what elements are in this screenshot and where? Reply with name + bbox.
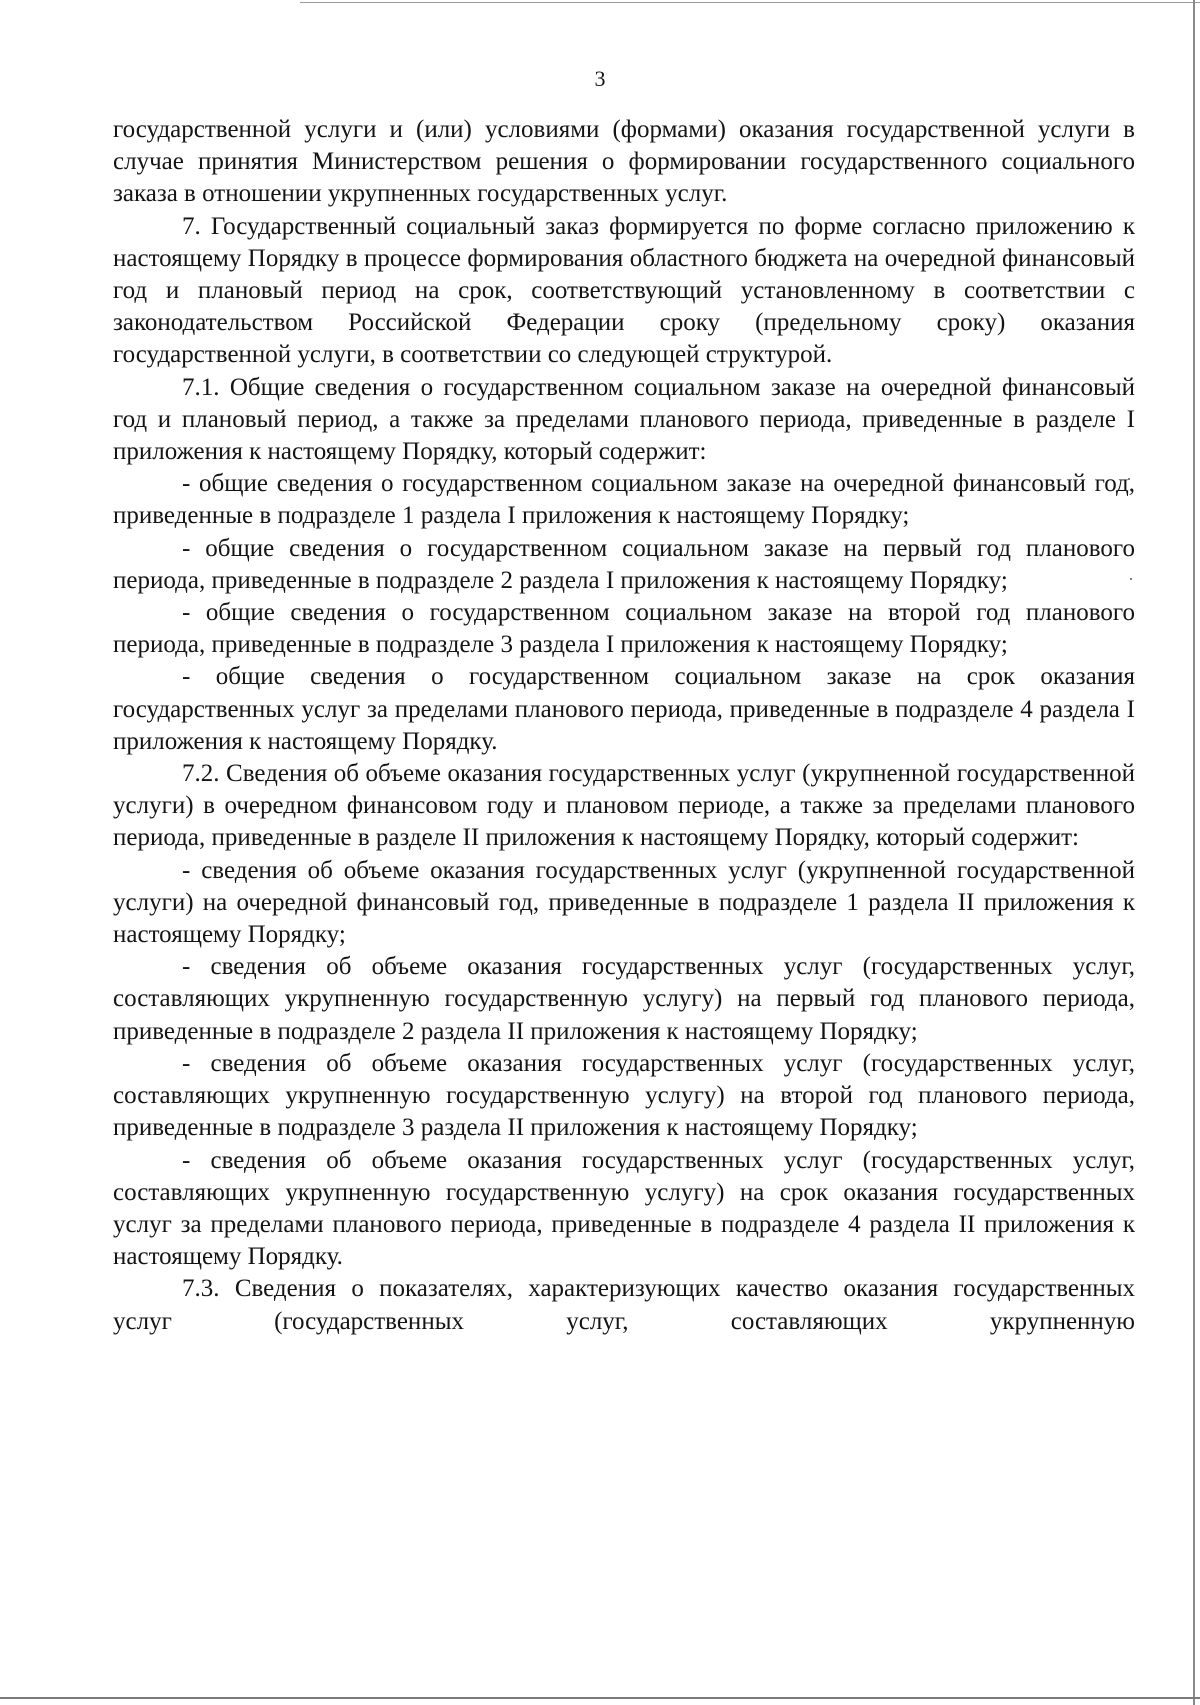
paragraph: 7.1. Общие сведения о государственном социальном заказе на очередной финансовый год и плановый период, а также за пределами планового периода, приведенные в разделе I приложения к настоящему Порядку, который содержит: (113, 373, 1135, 466)
paragraph: - общие сведения о государственном социальном заказе на первый год планового периода, приведенные в подразделе 2 раздела I приложения к настоящему Порядку; (113, 534, 1135, 594)
paragraph: - сведения об объеме оказания государственных услуг (государственных услуг, составляющих укрупненную государственную услугу) на второй год планового периода, приведенные в подразделе 3 раздела II приложения к настоящему Порядку; (113, 1049, 1135, 1142)
paragraph: - сведения об объеме оказания государственных услуг (государственных услуг, составляющих укрупненную государственную услугу) на первый год планового периода, приведенные в подразделе 2 раздела II приложения к настоящему Порядку; (113, 953, 1135, 1045)
scan-right-edge-line (1193, 0, 1195, 1705)
paragraph: 7. Государственный социальный заказ формируется по форме согласно приложению к настоящему Порядку в процессе формирования областного бюджета на очередной финансовый год и плановый период на срок, соответствующий установленному в соответствии с законодательством Российской Федерации сроку (предельному сроку) оказания государственной услуги, в соответствии со следующей структурой. (113, 212, 1135, 369)
scan-bottom-edge-line (0, 1697, 1200, 1699)
document-body (113, 114, 1135, 1338)
paragraph: - сведения об объеме оказания государственных услуг (государственных услуг, составляющих укрупненную государственную услугу) на срок оказания государственных услуг за пределами планового периода, приведенные в подразделе 4 раздела II приложения к настоящему Порядку. (113, 1146, 1135, 1271)
paragraph: - сведения об объеме оказания государственных услуг (укрупненной государственной услуги) на очередной финансовый год, приведенные в подразделе 1 раздела II приложения к настоящему Порядку; (113, 856, 1135, 949)
paragraph: 7.2. Сведения об объеме оказания государственных услуг (укрупненной государственной услуги) в очередном финансовом году и плановом периоде, а также за пределами планового периода, приведенные в разделе II приложения к настоящему Порядку, который содержит: (113, 760, 1135, 852)
page-number: 3 (594, 66, 606, 91)
paragraph: - общие сведения о государственном социальном заказе на срок оказания государственных услуг за пределами планового периода, приведенные в подразделе 4 раздела I приложения к настоящему Порядку. (113, 663, 1135, 755)
paragraph: - общие сведения о государственном социальном заказе на второй год планового периода, приведенные в подразделе 3 раздела I приложения к настоящему Порядку; (113, 599, 1135, 659)
paragraph: государственной услуги и (или) условиями (формами) оказания государственной услуги в случае принятия Министерством решения о формировании государственного социального заказа в отношении укрупненных государственных услуг. (113, 116, 1135, 208)
paragraph: 7.3. Сведения о показателях, характеризующих качество оказания государственных услуг (государственных услуг, составляющих укрупненную (113, 1275, 1135, 1335)
paragraph: - общие сведения о государственном социальном заказе на очередной финансовый год, приведенные в подразделе 1 раздела I приложения к настоящему Порядку; (113, 470, 1135, 530)
scan-top-edge-line (300, 2, 1200, 3)
